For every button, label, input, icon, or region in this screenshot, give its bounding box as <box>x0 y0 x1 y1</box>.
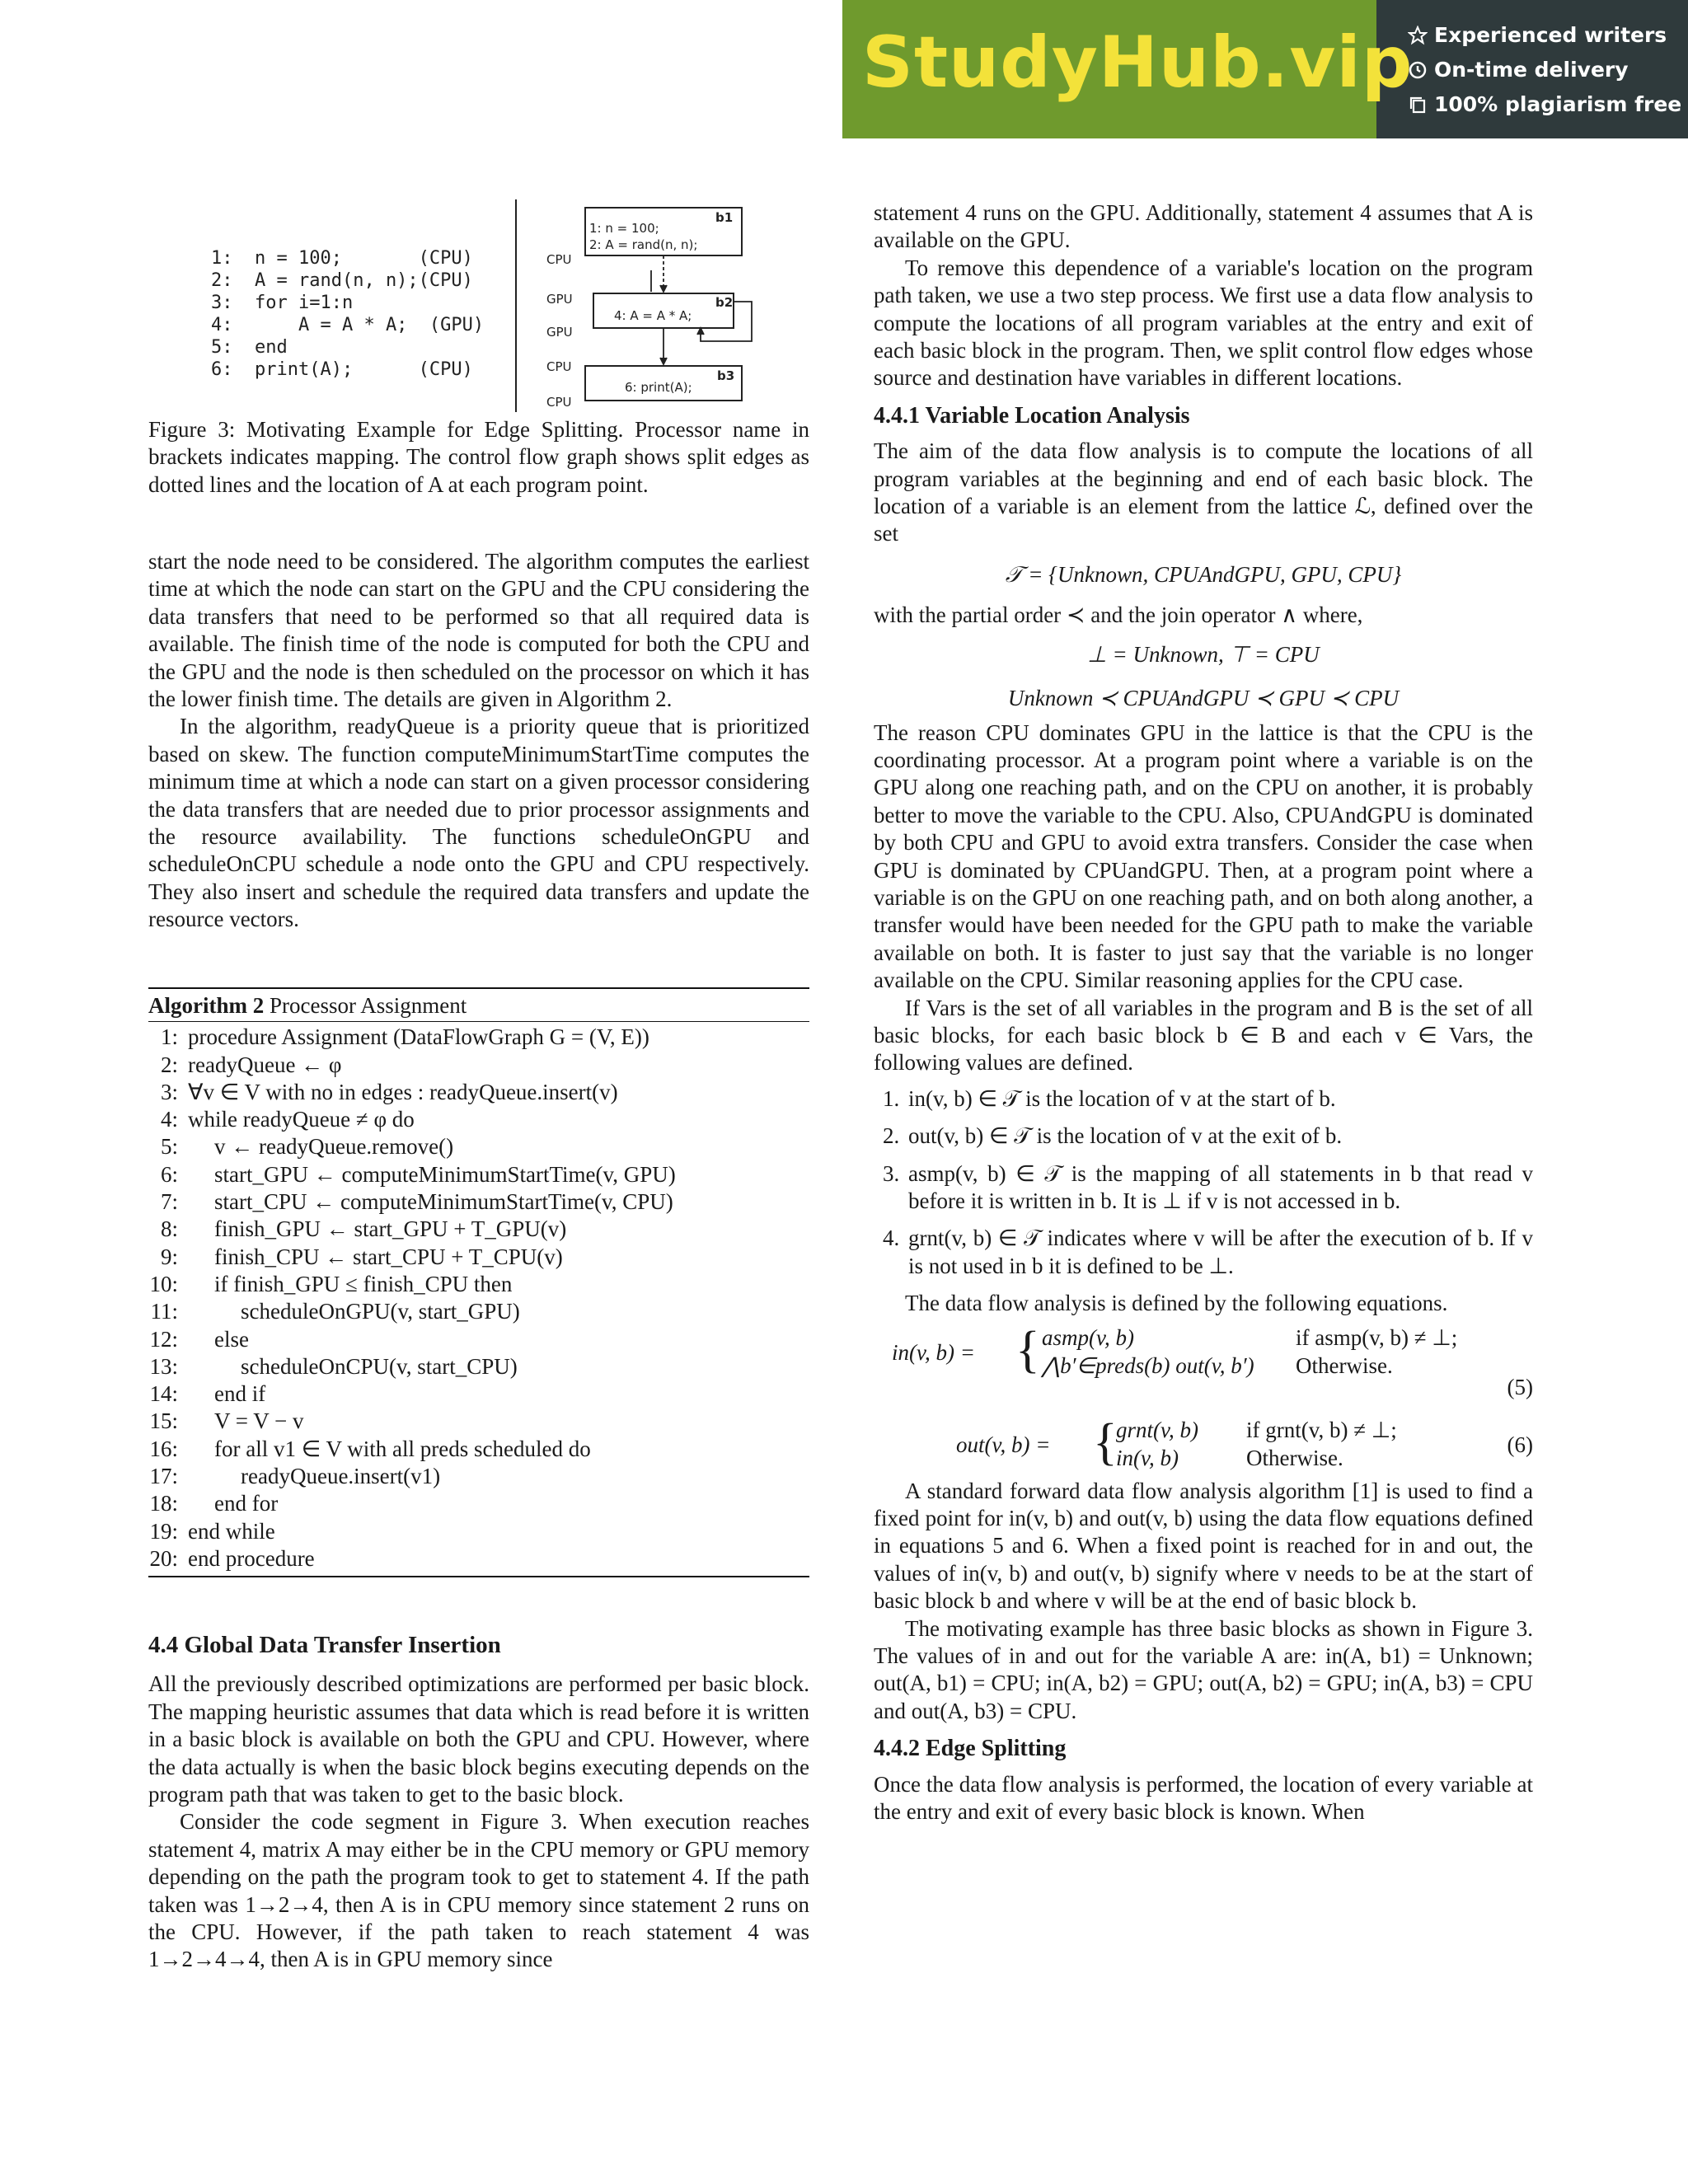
paragraph: The motivating example has three basic blocks as shown in Figure 3. The values of in and out for the variable A are: in(A, b1) = Unknown; out(A, b1) = CPU; in(A, b2) = GPU; out(A, b2) = GPU; in(A, b3) = CPU and out(A, b3) = CPU. <box>874 1615 1533 1723</box>
ad-banner[interactable] <box>842 0 1688 138</box>
equation-number: (6) <box>1507 1432 1533 1457</box>
location-label: GPU <box>546 292 573 307</box>
algorithm-line <box>148 1545 809 1572</box>
equation-bounds: ⊥ = Unknown, ⊤ = CPU <box>1087 641 1320 667</box>
block-statement: 1: n = 100; <box>589 221 659 236</box>
paragraph: statement 4 runs on the GPU. Additionally, statement 4 assumes that A is available on the GPU. <box>874 200 1533 253</box>
algorithm-line <box>148 1052 809 1079</box>
paragraph: The reason CPU dominates GPU in the lattice is that the CPU is the coordinating processor. At a program point where a variable is on the GPU along one reaching path, and on the CPU on another, it is probably better to move the variable to the CPU. Also, CPUAndGPU is dominated by both CPU and GPU to avoid extra transfers. Consider the case when GPU is dominated by CPUandGPU. Then, at a program point where a variable is on the GPU on one reaching path, and on both along another, a transfer would have been needed for the GPU path to make the variable available on both. It is faster to just say that the variable is no longer available on the CPU. Similar reasoning applies for the CPU case. <box>874 719 1533 993</box>
line-number: 8: <box>160 1216 178 1242</box>
line-number: 4: <box>160 1107 178 1132</box>
algorithm-statement: scheduleOnGPU(v, start_GPU) <box>241 1299 520 1324</box>
banner-feature-label: 100% plagiarism free <box>1434 92 1682 116</box>
equation-condition: if grnt(v, b) ≠ ⊥; <box>1246 1417 1397 1442</box>
paragraph: Consider the code segment in Figure 3. When execution reaches statement 4, matrix A may either be in the CPU memory or GPU memory depending on the path the program took to get to statement 4. If the path taken was 1→2→4, then A is in CPU memory since statement 2 runs on the CPU. However, if the path taken to reach statement 4 was 1→2→4→4, then A is in GPU memory since <box>148 1809 809 1972</box>
line-number: 15: <box>149 1408 178 1434</box>
equation-condition: Otherwise. <box>1296 1352 1393 1378</box>
line-number: 7: <box>160 1189 178 1215</box>
control-flow-graph <box>511 196 758 412</box>
line-number: 11: <box>150 1299 178 1324</box>
algorithm-statement: start_CPU ← computeMinimumStartTime(v, CPU) <box>214 1189 673 1215</box>
algorithm-statement: end while <box>188 1518 275 1544</box>
algorithm-2 <box>148 987 809 1577</box>
section-heading: 4.4 Global Data Transfer Insertion <box>148 1632 501 1658</box>
block-label: b1 <box>715 210 734 225</box>
star-icon <box>1408 26 1428 45</box>
paragraph: All the previously described optimizations are performed per basic block. The mapping heuristic assumes that data which is read before it is written in a basic block is available on both the GPU and CPU. However, where the data actually is when the basic block begins executing depends on the program path that was taken to get to the basic block. <box>148 1671 809 1807</box>
algorithm-line <box>148 1188 809 1216</box>
equation-set: 𝒯 = {Unknown, CPUAndGPU, GPU, CPU} <box>1005 561 1402 587</box>
block-statement: 2: A = rand(n, n); <box>589 237 698 252</box>
line-number: 20: <box>149 1545 178 1571</box>
algorithm-statement: finish_CPU ← start_CPU + T_CPU(v) <box>214 1244 563 1269</box>
banner-feature-label: Experienced writers <box>1434 23 1667 47</box>
algorithm-line <box>148 1244 809 1271</box>
definition-item: 2. out(v, b) ∈ 𝒯 is the location of v at the exit of b. <box>905 1122 1533 1150</box>
algorithm-line <box>148 1106 809 1133</box>
paragraph: In the algorithm, readyQueue is a priority queue that is prioritized based on skew. The function computeMinimumStartTime computes the minimum time at which a node can start on a given processor considering the data transfers that are needed due to prior processor assignments and the resource availability. The functions scheduleOnGPU and scheduleOnCPU schedule a node onto the GPU and CPU respectively. They also insert and schedule the required data transfers and update the resource vectors. <box>148 714 809 932</box>
equation-condition: if asmp(v, b) ≠ ⊥; <box>1296 1324 1458 1350</box>
equation-number: (5) <box>1507 1374 1533 1399</box>
line-number: 19: <box>149 1518 178 1544</box>
paragraph: To remove this dependence of a variable's location on the program path taken, we use a two step process. We first use a data flow analysis to compute the locations of all program variables at the entry and exit of each basic block in the program. Then, we split control flow edges whose source and destination have variables in different locations. <box>874 255 1533 391</box>
equation-case: grnt(v, b) <box>1116 1417 1198 1442</box>
equation-order: Unknown ≺ CPUAndGPU ≺ GPU ≺ CPU <box>1007 686 1400 711</box>
algorithm-statement: V = V − v <box>214 1408 304 1434</box>
algorithm-statement: for all v1 ∈ V with all preds scheduled do <box>214 1436 591 1461</box>
line-number: 5: <box>160 1134 178 1160</box>
figure-caption: Figure 3: Motivating Example for Edge Splitting. Processor name in brackets indicates mapping. The control flow graph shows split edges as dotted lines and the location of A at each program point. <box>148 417 809 497</box>
line-number: 18: <box>149 1491 178 1516</box>
paragraph: The aim of the data flow analysis is to compute the locations of all program variables at the beginning and end of each basic block. The location of a variable is an element from the lattice ℒ, defined over the set <box>874 438 1533 546</box>
paragraph: The data flow analysis is defined by the following equations. <box>905 1291 1448 1316</box>
definition-item: 4. grnt(v, b) ∈ 𝒯 indicates where v will be after the execution of b. If v is not used in b it is defined to be ⊥. <box>905 1225 1533 1280</box>
block-label: b2 <box>715 295 734 310</box>
algorithm-title: Algorithm 2 Processor Assignment <box>148 993 467 1018</box>
algorithm-statement: readyQueue ← φ <box>188 1052 342 1077</box>
block-statement: 4: A = A * A; <box>614 308 692 323</box>
code-line: 6: print(A); (CPU) <box>211 359 473 380</box>
line-number: 3: <box>160 1079 178 1104</box>
algorithm-line <box>148 1298 809 1325</box>
line-number: 9: <box>160 1244 178 1269</box>
code-line: 4: A = A * A; (GPU) <box>211 315 485 335</box>
banner-features <box>1408 18 1681 122</box>
paragraph: A standard forward data flow analysis algorithm [1] is used to find a fixed point for in(v, b) and out(v, b) using the data flow equations defined in equations 5 and 6. When a fixed point is reached for in and out, the values of in(v, b) and out(v, b) signify where v needs to be at the start of basic block b and where v will be at the end of basic block b. <box>874 1478 1533 1614</box>
algorithm-statement: else <box>214 1326 249 1352</box>
algorithm-statement: finish_GPU ← start_GPU + T_GPU(v) <box>214 1216 567 1242</box>
algorithm-body <box>148 1022 809 1572</box>
line-number: 17: <box>149 1464 178 1489</box>
algorithm-line <box>148 1326 809 1353</box>
code-line: 3: for i=1:n <box>211 293 354 313</box>
algorithm-statement: end for <box>214 1491 279 1516</box>
equation-brace: { <box>1093 1413 1118 1470</box>
line-number: 6: <box>160 1161 178 1187</box>
algorithm-line <box>148 1271 809 1298</box>
algorithm-statement: start_GPU ← computeMinimumStartTime(v, GPU) <box>214 1161 676 1187</box>
algorithm-statement: scheduleOnCPU(v, start_CPU) <box>241 1353 518 1379</box>
subsection-heading: 4.4.1 Variable Location Analysis <box>874 402 1190 429</box>
location-label: CPU <box>546 395 572 410</box>
line-number: 12: <box>149 1326 178 1352</box>
figure-code-listing <box>211 247 484 381</box>
paragraph: If Vars is the set of all variables in the program and B is the set of all basic blocks, for each basic block b ∈ B and each v ∈ Vars, the following values are defined. <box>874 995 1533 1076</box>
copy-icon <box>1408 95 1428 115</box>
banner-logo: StudyHub.vip <box>862 21 1414 104</box>
algorithm-statement: v ← readyQueue.remove() <box>214 1134 454 1160</box>
location-label: CPU <box>546 359 572 374</box>
equation-lhs: in(v, b) = <box>892 1339 975 1365</box>
algorithm-statement: end procedure <box>188 1545 315 1571</box>
subsection-heading: 4.4.2 Edge Splitting <box>874 1736 1067 1762</box>
left-column-lower <box>148 1632 809 1974</box>
paragraph: with the partial order ≺ and the join operator ∧ where, <box>874 602 1363 628</box>
right-column <box>874 199 1533 1826</box>
algorithm-line <box>148 1490 809 1517</box>
algorithm-line <box>148 1518 809 1545</box>
banner-logo-area <box>842 0 1414 138</box>
equation-5 <box>874 1321 1533 1404</box>
code-line: 1: n = 100; (CPU) <box>211 248 473 269</box>
line-number: 13: <box>149 1353 178 1379</box>
algorithm-statement: readyQueue.insert(v1) <box>241 1464 441 1489</box>
definition-list <box>874 1085 1533 1280</box>
algorithm-statement: while readyQueue ≠ φ do <box>188 1107 415 1132</box>
line-number: 1: <box>160 1024 178 1050</box>
banner-feature <box>1408 18 1681 53</box>
algorithm-line <box>148 1463 809 1490</box>
banner-feature-label: On-time delivery <box>1434 58 1629 82</box>
line-number: 10: <box>149 1271 178 1296</box>
equation-case: asmp(v, b) <box>1042 1324 1134 1350</box>
location-label: GPU <box>546 325 573 340</box>
algorithm-line <box>148 1133 809 1160</box>
algorithm-statement: ∀v ∈ V with no in edges : readyQueue.insert(v) <box>188 1079 618 1104</box>
algorithm-statement: if finish_GPU ≤ finish_CPU then <box>214 1271 513 1296</box>
equation-6 <box>874 1415 1533 1478</box>
banner-feature <box>1408 53 1681 87</box>
line-number: 2: <box>160 1052 178 1077</box>
algorithm-statement: end if <box>214 1381 266 1407</box>
equation-case: ⋀b′∈preds(b) out(v, b′) <box>1042 1352 1254 1378</box>
algorithm-bottom-rule <box>148 1576 809 1577</box>
algorithm-line <box>148 1353 809 1380</box>
algorithm-line <box>148 1408 809 1435</box>
equation-case: in(v, b) <box>1116 1445 1179 1470</box>
algorithm-line <box>148 1436 809 1463</box>
line-number: 16: <box>149 1436 178 1461</box>
equation-condition: Otherwise. <box>1246 1445 1343 1470</box>
banner-feature <box>1408 87 1681 122</box>
algorithm-statement: procedure Assignment (DataFlowGraph G = (V, E)) <box>188 1024 649 1050</box>
block-statement: 6: print(A); <box>625 380 692 395</box>
definition-item: 1. in(v, b) ∈ 𝒯 is the location of v at the start of b. <box>905 1085 1533 1113</box>
code-line: 5: end <box>211 337 288 358</box>
code-line: 2: A = rand(n, n);(CPU) <box>211 270 473 291</box>
definition-item: 3. asmp(v, b) ∈ 𝒯 is the mapping of all statements in b that read v before it is written in b. It is ⊥ if v is not accessed in b. <box>905 1160 1533 1216</box>
paragraph: Once the data flow analysis is performed, the location of every variable at the entry and exit of every basic block is known. When <box>874 1771 1533 1825</box>
algorithm-line <box>148 1380 809 1408</box>
equation-brace: { <box>1015 1321 1040 1378</box>
line-number: 14: <box>149 1381 178 1407</box>
clock-icon <box>1408 60 1428 80</box>
paragraph: start the node need to be considered. The algorithm computes the earliest time at which the node can start on the GPU and the CPU considering the data transfers that need to be performed so that all required data is available. The finish time of the node is computed for both the CPU and the GPU and the node is then scheduled on the processor on which it has the lower finish time. The details are given in Algorithm 2. <box>148 549 809 712</box>
algorithm-line <box>148 1216 809 1243</box>
block-label: b3 <box>717 368 735 383</box>
location-label: CPU <box>546 252 572 267</box>
algorithm-line <box>148 1079 809 1106</box>
algorithm-line <box>148 1161 809 1188</box>
algorithm-line <box>148 1024 809 1051</box>
left-column <box>148 548 809 934</box>
equation-lhs: out(v, b) = <box>956 1432 1051 1457</box>
